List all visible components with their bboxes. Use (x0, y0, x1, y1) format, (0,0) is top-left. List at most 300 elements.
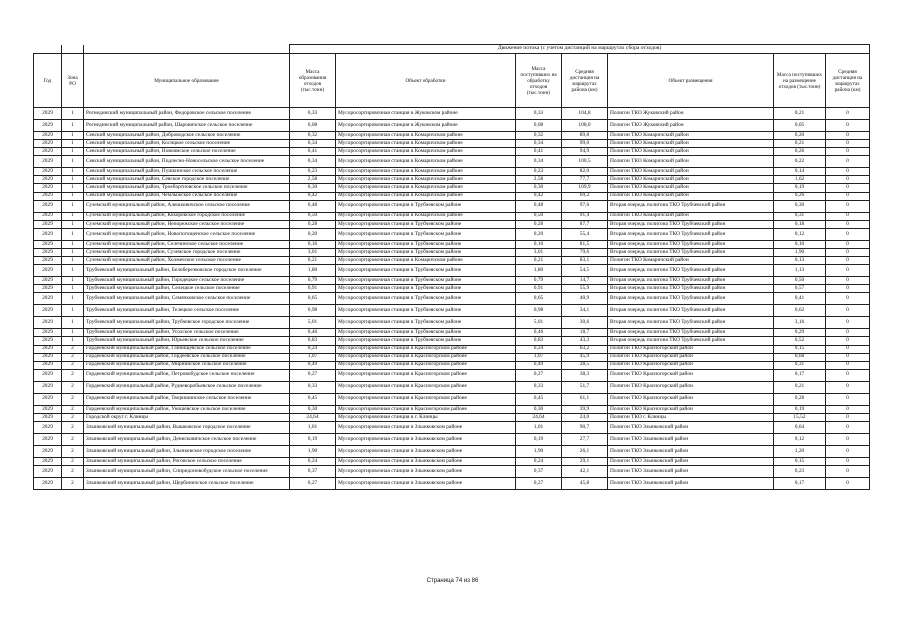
zone-cell: 1 (62, 192, 84, 200)
processing-object-cell: Мусоросортировочная станция в Красногорском районе (336, 369, 516, 381)
mass-generated-cell: 0,34 (290, 140, 336, 148)
disposal-object-cell: Вторая очередь полигона ТКО Трубчевский район (608, 285, 774, 293)
avg-distance-1-cell: 81,5 (562, 240, 608, 248)
zone-cell: 1 (62, 257, 84, 265)
mass-to-processing-cell: 0,98 (516, 305, 562, 317)
processing-object-cell: Мусоросортировочная станция в Красногорском районе (336, 361, 516, 369)
mass-to-processing-cell: 0,45 (516, 393, 562, 405)
mass-generated-cell: 1,80 (290, 265, 336, 277)
mass-to-disposal-cell: 0,19 (774, 184, 826, 192)
municipality-cell: Злынковский муниципальный район, Спиридоновобудское сельское поселение (84, 466, 290, 478)
avg-distance-1-cell: 42,1 (562, 466, 608, 478)
year-cell: 2029 (34, 329, 62, 337)
year-cell: 2029 (34, 317, 62, 329)
table-row (34, 148, 870, 156)
mass-to-disposal-cell: 1,13 (774, 265, 826, 277)
mass-to-disposal-cell: 0,21 (774, 381, 826, 393)
col-disposal-object-header: Объект размещения (608, 54, 774, 108)
municipality-cell: Гордеевский муниципальный район, Творишинское сельское поселение (84, 393, 290, 405)
processing-object-cell: Мусоросортировочная станция в Злынковском районе (336, 478, 516, 490)
avg-distance-1-cell: 89,8 (562, 132, 608, 140)
zone-cell: 2 (62, 361, 84, 369)
mass-to-processing-cell: 5,01 (516, 317, 562, 329)
mass-to-disposal-cell: 0,21 (774, 140, 826, 148)
processing-object-cell: Мусоросортировочная станция в г. Клинцы (336, 413, 516, 421)
municipality-cell: Трубчевский муниципальный район, Юрьевское сельское поселение (84, 337, 290, 345)
disposal-object-cell: Полигон ТКО Красногорский район (608, 345, 774, 353)
avg-distance-2-cell: 0 (826, 293, 870, 305)
year-cell: 2029 (34, 257, 62, 265)
disposal-object-cell: Полигон ТКО Красногорский район (608, 369, 774, 381)
avg-distance-2-cell: 0 (826, 337, 870, 345)
mass-to-processing-cell: 0,28 (516, 220, 562, 228)
disposal-object-cell: Полигон ТКО Злынковский район (608, 466, 774, 478)
municipality-cell: Злынковский муниципальный район, Денисковичское сельское поселение (84, 433, 290, 445)
table-row (34, 445, 870, 457)
table-row (34, 285, 870, 293)
avg-distance-2-cell: 0 (826, 176, 870, 184)
mass-generated-cell: 0,91 (290, 285, 336, 293)
mass-to-processing-cell: 0,42 (516, 192, 562, 200)
processing-object-cell: Мусоросортировочная станция в Трубчевском районе (336, 329, 516, 337)
mass-to-disposal-cell: 1,20 (774, 445, 826, 457)
mass-to-disposal-cell: 0,12 (774, 433, 826, 445)
zone-cell: 1 (62, 293, 84, 305)
year-cell: 2029 (34, 457, 62, 465)
avg-distance-1-cell: 69,2 (562, 192, 608, 200)
mass-to-processing-cell: 0,32 (516, 132, 562, 140)
processing-object-cell: Мусоросортировочная станция в Комаричском районе (336, 148, 516, 156)
mass-to-disposal-cell: 0,68 (774, 353, 826, 361)
avg-distance-2-cell: 0 (826, 457, 870, 465)
processing-object-cell: Мусоросортировочная станция в Комаричском районе (336, 176, 516, 184)
avg-distance-2-cell: 0 (826, 413, 870, 421)
year-cell: 2029 (34, 445, 62, 457)
disposal-object-cell: Полигон ТКО Комаричский район (608, 148, 774, 156)
avg-distance-2-cell: 0 (826, 108, 870, 120)
processing-object-cell: Мусоросортировочная станция в Красногорском районе (336, 393, 516, 405)
avg-distance-1-cell: 79,6 (562, 248, 608, 256)
zone-cell: 1 (62, 265, 84, 277)
table-row (34, 240, 870, 248)
processing-object-cell: Мусоросортировочная станция в Комаричском районе (336, 140, 516, 148)
disposal-object-cell: Полигон ТКО Комаричский район (608, 156, 774, 168)
mass-to-processing-cell: 1,01 (516, 421, 562, 433)
avg-distance-2-cell: 0 (826, 120, 870, 132)
processing-object-cell: Мусоросортировочная станция в Комаричском районе (336, 192, 516, 200)
disposal-object-cell: Вторая очередь полигона ТКО Трубчевский район (608, 265, 774, 277)
disposal-object-cell: Полигон ТКО Злынковский район (608, 433, 774, 445)
avg-distance-2-cell: 0 (826, 156, 870, 168)
municipality-cell: Трубчевский муниципальный район, Селецкое сельское поселение (84, 285, 290, 293)
municipality-cell: Злынковский муниципальный район, Роговское сельское поселение (84, 457, 290, 465)
mass-to-processing-cell: 24,64 (516, 413, 562, 421)
avg-distance-1-cell: 100,5 (562, 156, 608, 168)
table-row (34, 345, 870, 353)
col-processing-object-header: Объект обработки (336, 54, 516, 108)
processing-object-cell: Мусоросортировочная станция в Злынковском районе (336, 445, 516, 457)
avg-distance-2-cell: 0 (826, 228, 870, 240)
mass-to-disposal-cell: 0,28 (774, 393, 826, 405)
disposal-object-cell: Полигон ТКО г. Клинцы (608, 413, 774, 421)
year-cell: 2029 (34, 305, 62, 317)
avg-distance-1-cell: 82,0 (562, 168, 608, 176)
disposal-object-cell: Полигон ТКО Красногорский район (608, 381, 774, 393)
table-row (34, 369, 870, 381)
municipality-cell: Гордеевский муниципальный район, Глинищевское сельское поселение (84, 345, 290, 353)
col-mass-to-disposal-header: Масса поступивших на размещение отходов (тыс.тонн) (774, 54, 826, 108)
zone-cell: 2 (62, 369, 84, 381)
mass-to-disposal-cell: 0,26 (774, 192, 826, 200)
year-cell: 2029 (34, 148, 62, 156)
avg-distance-1-cell: 55,9 (562, 285, 608, 293)
year-cell: 2029 (34, 277, 62, 285)
disposal-object-cell: Полигон ТКО Красногорский район (608, 361, 774, 369)
municipality-cell: Суземский муниципальный район, Новопогощенское сельское поселение (84, 228, 290, 240)
table-row (34, 317, 870, 329)
avg-distance-1-cell: 109,9 (562, 184, 608, 192)
col-municipality-header: Муниципальное образование (84, 54, 290, 108)
table-row (34, 277, 870, 285)
disposal-object-cell: Полигон ТКО Комаричский район (608, 132, 774, 140)
avg-distance-1-cell: 39,9 (562, 405, 608, 413)
zone-cell: 1 (62, 148, 84, 156)
processing-object-cell: Мусоросортировочная станция в Комаричском районе (336, 184, 516, 192)
zone-cell: 1 (62, 240, 84, 248)
zone-cell: 2 (62, 345, 84, 353)
mass-to-disposal-cell: 0,31 (774, 361, 826, 369)
mass-to-processing-cell: 0,83 (516, 337, 562, 345)
disposal-object-cell: Вторая очередь полигона ТКО Трубчевский район (608, 228, 774, 240)
table-row (34, 329, 870, 337)
disposal-object-cell: Вторая очередь полигона ТКО Трубчевский район (608, 277, 774, 285)
disposal-object-cell: Полигон ТКО Комаричский район (608, 212, 774, 220)
municipality-cell: Злынковский муниципальный район, Злынковское городское поселение (84, 445, 290, 457)
municipality-cell: Севский муниципальный район, Троебортновское сельское поселение (84, 184, 290, 192)
municipality-cell: Суземский муниципальный район, Кокоревское городское поселение (84, 212, 290, 220)
table-row (34, 381, 870, 393)
disposal-object-cell: Полигон ТКО Красногорский район (608, 393, 774, 405)
municipality-cell: Гордеевский муниципальный район, Уношевское сельское поселение (84, 405, 290, 413)
mass-generated-cell: 2,58 (290, 176, 336, 184)
avg-distance-2-cell: 0 (826, 329, 870, 337)
disposal-object-cell: Полигон ТКО Комаричский район (608, 176, 774, 184)
avg-distance-1-cell: 94,9 (562, 148, 608, 156)
avg-distance-1-cell: 38,3 (562, 369, 608, 381)
avg-distance-2-cell: 0 (826, 277, 870, 285)
zone-cell: 2 (62, 445, 84, 457)
mass-to-processing-cell: 0,46 (516, 329, 562, 337)
zone-cell: 1 (62, 228, 84, 240)
mass-generated-cell: 3,01 (290, 248, 336, 256)
disposal-object-cell: Полигон ТКО Красногорский район (608, 353, 774, 361)
mass-to-disposal-cell: 0,41 (774, 293, 826, 305)
avg-distance-1-cell: 24,0 (562, 413, 608, 421)
processing-object-cell: Мусоросортировочная станция в Трубчевском районе (336, 277, 516, 285)
disposal-object-cell: Полигон ТКО Жуковский район (608, 120, 774, 132)
table-row (34, 305, 870, 317)
zone-cell: 2 (62, 457, 84, 465)
municipality-cell: Гордеевский муниципальный район, Рудневоробьевское сельское поселение (84, 381, 290, 393)
col-mass-to-processing-header: Масса поступивших на обработку отходов (тыс.тонн) (516, 54, 562, 108)
year-cell: 2029 (34, 228, 62, 240)
mass-to-processing-cell: 0,19 (516, 433, 562, 445)
table-row (34, 228, 870, 240)
processing-object-cell: Мусоросортировочная станция в Жуковском районе (336, 120, 516, 132)
table-row (34, 337, 870, 345)
avg-distance-2-cell: 0 (826, 168, 870, 176)
table-row (34, 248, 870, 256)
avg-distance-1-cell: 43,3 (562, 337, 608, 345)
avg-distance-1-cell: 91,4 (562, 212, 608, 220)
mass-generated-cell: 24,64 (290, 413, 336, 421)
mass-to-processing-cell: 0,30 (516, 184, 562, 192)
table-row (34, 212, 870, 220)
avg-distance-1-cell: 40,9 (562, 293, 608, 305)
header-columns-row (34, 54, 870, 108)
processing-object-cell: Мусоросортировочная станция в Трубчевском районе (336, 220, 516, 228)
mass-to-disposal-cell: 0,14 (774, 168, 826, 176)
avg-distance-2-cell: 0 (826, 478, 870, 490)
avg-distance-1-cell: 54,5 (562, 265, 608, 277)
mass-to-disposal-cell: 1,90 (774, 248, 826, 256)
mass-to-processing-cell: 0,23 (516, 168, 562, 176)
mass-to-processing-cell: 2,58 (516, 176, 562, 184)
table-row (34, 156, 870, 168)
mass-generated-cell: 1,01 (290, 421, 336, 433)
avg-distance-2-cell: 0 (826, 248, 870, 256)
year-cell: 2029 (34, 337, 62, 345)
mass-generated-cell: 0,41 (290, 148, 336, 156)
mass-to-processing-cell: 3,01 (516, 248, 562, 256)
table-row (34, 361, 870, 369)
zone-cell: 2 (62, 413, 84, 421)
mass-to-processing-cell: 1,80 (516, 265, 562, 277)
mass-to-disposal-cell: 0,19 (774, 405, 826, 413)
mass-generated-cell: 0,27 (290, 478, 336, 490)
zone-cell: 1 (62, 176, 84, 184)
disposal-object-cell: Полигон ТКО Злынковский район (608, 457, 774, 465)
year-cell: 2029 (34, 478, 62, 490)
avg-distance-1-cell: 83,1 (562, 257, 608, 265)
mass-to-processing-cell: 0,33 (516, 381, 562, 393)
disposal-object-cell: Полигон ТКО Злынковский район (608, 445, 774, 457)
mass-generated-cell: 1,90 (290, 445, 336, 457)
year-cell: 2029 (34, 132, 62, 140)
mass-to-disposal-cell: 0,31 (774, 212, 826, 220)
avg-distance-1-cell: 45,9 (562, 353, 608, 361)
mass-to-processing-cell: 0,24 (516, 345, 562, 353)
disposal-object-cell: Вторая очередь полигона ТКО Трубчевский район (608, 240, 774, 248)
zone-cell: 1 (62, 329, 84, 337)
municipality-cell: Трубчевский муниципальный район, Трубчевское городское поселение (84, 317, 290, 329)
year-cell: 2029 (34, 200, 62, 212)
processing-object-cell: Мусоросортировочная станция в Комаричском районе (336, 132, 516, 140)
table-row (34, 132, 870, 140)
table-row (34, 293, 870, 305)
municipality-cell: Севский муниципальный район, Подлесно-Новосельское сельское поселение (84, 156, 290, 168)
avg-distance-2-cell: 0 (826, 140, 870, 148)
mass-generated-cell: 5,01 (290, 317, 336, 329)
year-cell: 2029 (34, 413, 62, 421)
year-cell: 2029 (34, 381, 62, 393)
municipality-cell: Суземский муниципальный район, Алешковичское сельское поселение (84, 200, 290, 212)
mass-to-processing-cell: 0,27 (516, 369, 562, 381)
zone-cell: 1 (62, 108, 84, 120)
zone-cell: 1 (62, 120, 84, 132)
avg-distance-1-cell: 61,1 (562, 393, 608, 405)
zone-cell: 1 (62, 212, 84, 220)
group-title: Движение потока (с учетом дистанций на маршрутах сбора отходов) (290, 45, 870, 54)
table-row (34, 353, 870, 361)
disposal-object-cell: Полигон ТКО Злынковский район (608, 478, 774, 490)
processing-object-cell: Мусоросортировочная станция в Злынковском районе (336, 421, 516, 433)
year-cell: 2029 (34, 353, 62, 361)
processing-object-cell: Мусоросортировочная станция в Жуковском районе (336, 108, 516, 120)
year-cell: 2029 (34, 140, 62, 148)
processing-object-cell: Мусоросортировочная станция в Трубчевском районе (336, 305, 516, 317)
mass-to-disposal-cell: 3,16 (774, 317, 826, 329)
avg-distance-2-cell: 0 (826, 240, 870, 248)
avg-distance-2-cell: 0 (826, 433, 870, 445)
zone-cell: 1 (62, 184, 84, 192)
table-row (34, 192, 870, 200)
mass-generated-cell: 0,48 (290, 200, 336, 212)
year-cell: 2029 (34, 466, 62, 478)
avg-distance-2-cell: 0 (826, 369, 870, 381)
processing-object-cell: Мусоросортировочная станция в Трубчевском районе (336, 228, 516, 240)
municipality-cell: Суземский муниципальный район, Непорежское сельское поселение (84, 220, 290, 228)
mass-generated-cell: 0,27 (290, 369, 336, 381)
table-row (34, 168, 870, 176)
processing-object-cell: Мусоросортировочная станция в Комаричском районе (336, 257, 516, 265)
mass-generated-cell: 0,65 (290, 293, 336, 305)
mass-to-disposal-cell: 0,22 (774, 156, 826, 168)
municipality-cell: Суземский муниципальный район, Холмечское сельское поселение (84, 257, 290, 265)
processing-object-cell: Мусоросортировочная станция в Трубчевском районе (336, 317, 516, 329)
year-cell: 2029 (34, 176, 62, 184)
zone-cell: 1 (62, 305, 84, 317)
municipality-cell: Трубчевский муниципальный район, Белоберезковское городское поселение (84, 265, 290, 277)
zone-cell: 2 (62, 433, 84, 445)
avg-distance-1-cell: 55,4 (562, 228, 608, 240)
mass-to-processing-cell: 0,27 (516, 478, 562, 490)
avg-distance-1-cell: 63,2 (562, 345, 608, 353)
mass-to-processing-cell: 0,16 (516, 240, 562, 248)
mass-to-disposal-cell: 0,57 (774, 285, 826, 293)
municipality-cell: Севский муниципальный район, Косицкое сельское поселение (84, 140, 290, 148)
municipality-cell: Суземский муниципальный район, Селечинское сельское поселение (84, 240, 290, 248)
mass-to-processing-cell: 0,34 (516, 140, 562, 148)
mass-to-processing-cell: 0,20 (516, 228, 562, 240)
avg-distance-1-cell: 27,7 (562, 433, 608, 445)
municipality-cell: Гордеевский муниципальный район, Петровобудское сельское поселение (84, 369, 290, 381)
processing-object-cell: Мусоросортировочная станция в Трубчевском районе (336, 200, 516, 212)
avg-distance-1-cell: 30,6 (562, 317, 608, 329)
disposal-object-cell: Вторая очередь полигона ТКО Трубчевский район (608, 317, 774, 329)
avg-distance-2-cell: 0 (826, 405, 870, 413)
avg-distance-1-cell: 99,0 (562, 140, 608, 148)
mass-to-disposal-cell: 0,05 (774, 120, 826, 132)
table-row (34, 413, 870, 421)
mass-generated-cell: 0,45 (290, 393, 336, 405)
municipality-cell: Суземский муниципальный район, Суземское городское поселение (84, 248, 290, 256)
avg-distance-1-cell: 26,1 (562, 445, 608, 457)
table-row (34, 433, 870, 445)
year-cell: 2029 (34, 433, 62, 445)
disposal-object-cell: Вторая очередь полигона ТКО Трубчевский район (608, 200, 774, 212)
mass-to-disposal-cell: 0,10 (774, 240, 826, 248)
avg-distance-1-cell: 87,7 (562, 220, 608, 228)
mass-to-processing-cell: 1,07 (516, 353, 562, 361)
zone-cell: 1 (62, 168, 84, 176)
mass-generated-cell: 0,83 (290, 337, 336, 345)
avg-distance-1-cell: 14,7 (562, 277, 608, 285)
mass-generated-cell: 0,08 (290, 120, 336, 132)
processing-object-cell: Мусоросортировочная станция в Красногорском районе (336, 353, 516, 361)
mass-generated-cell: 0,42 (290, 192, 336, 200)
municipality-cell: Городской округ г. Клинцы (84, 413, 290, 421)
mass-generated-cell: 0,46 (290, 329, 336, 337)
mass-to-disposal-cell: 0,18 (774, 220, 826, 228)
avg-distance-1-cell: 51,7 (562, 381, 608, 393)
year-cell: 2029 (34, 421, 62, 433)
mass-generated-cell: 0,34 (290, 156, 336, 168)
disposal-object-cell: Полигон ТКО Комаричский район (608, 168, 774, 176)
processing-object-cell: Мусоросортировочная станция в Комаричском районе (336, 212, 516, 220)
year-cell: 2029 (34, 248, 62, 256)
waste-flow-table (33, 44, 870, 490)
disposal-object-cell: Полигон ТКО Жуковский район (608, 108, 774, 120)
table-row (34, 184, 870, 192)
municipality-cell: Севский муниципальный район, Новоямское сельское поселение (84, 148, 290, 156)
avg-distance-2-cell: 0 (826, 305, 870, 317)
table-row (34, 457, 870, 465)
avg-distance-2-cell: 0 (826, 132, 870, 140)
avg-distance-2-cell: 0 (826, 345, 870, 353)
avg-distance-1-cell: 45,8 (562, 478, 608, 490)
disposal-object-cell: Полигон ТКО Комаричский район (608, 140, 774, 148)
disposal-object-cell: Полигон ТКО Комаричский район (608, 257, 774, 265)
table-row (34, 478, 870, 490)
municipality-cell: Гордеевский муниципальный район, Мирнинское сельское поселение (84, 361, 290, 369)
zone-cell: 1 (62, 220, 84, 228)
avg-distance-2-cell: 0 (826, 285, 870, 293)
table-row (34, 176, 870, 184)
mass-to-processing-cell: 0,34 (516, 156, 562, 168)
processing-object-cell: Мусоросортировочная станция в Трубчевском районе (336, 265, 516, 277)
mass-generated-cell: 0,30 (290, 184, 336, 192)
table-body (34, 108, 870, 490)
mass-to-disposal-cell: 0,30 (774, 200, 826, 212)
disposal-object-cell: Вторая очередь полигона ТКО Трубчевский район (608, 329, 774, 337)
zone-cell: 2 (62, 393, 84, 405)
mass-generated-cell: 0,19 (290, 433, 336, 445)
disposal-object-cell: Полигон ТКО Комаричский район (608, 184, 774, 192)
processing-object-cell: Мусоросортировочная станция в Трубчевском районе (336, 337, 516, 345)
year-cell: 2029 (34, 168, 62, 176)
year-cell: 2029 (34, 393, 62, 405)
avg-distance-1-cell: 29,1 (562, 457, 608, 465)
disposal-object-cell: Вторая очередь полигона ТКО Трубчевский район (608, 293, 774, 305)
zone-cell: 2 (62, 466, 84, 478)
avg-distance-2-cell: 0 (826, 212, 870, 220)
mass-generated-cell: 0,79 (290, 277, 336, 285)
table-row (34, 393, 870, 405)
mass-generated-cell: 0,50 (290, 212, 336, 220)
zone-cell: 2 (62, 353, 84, 361)
zone-cell: 1 (62, 140, 84, 148)
